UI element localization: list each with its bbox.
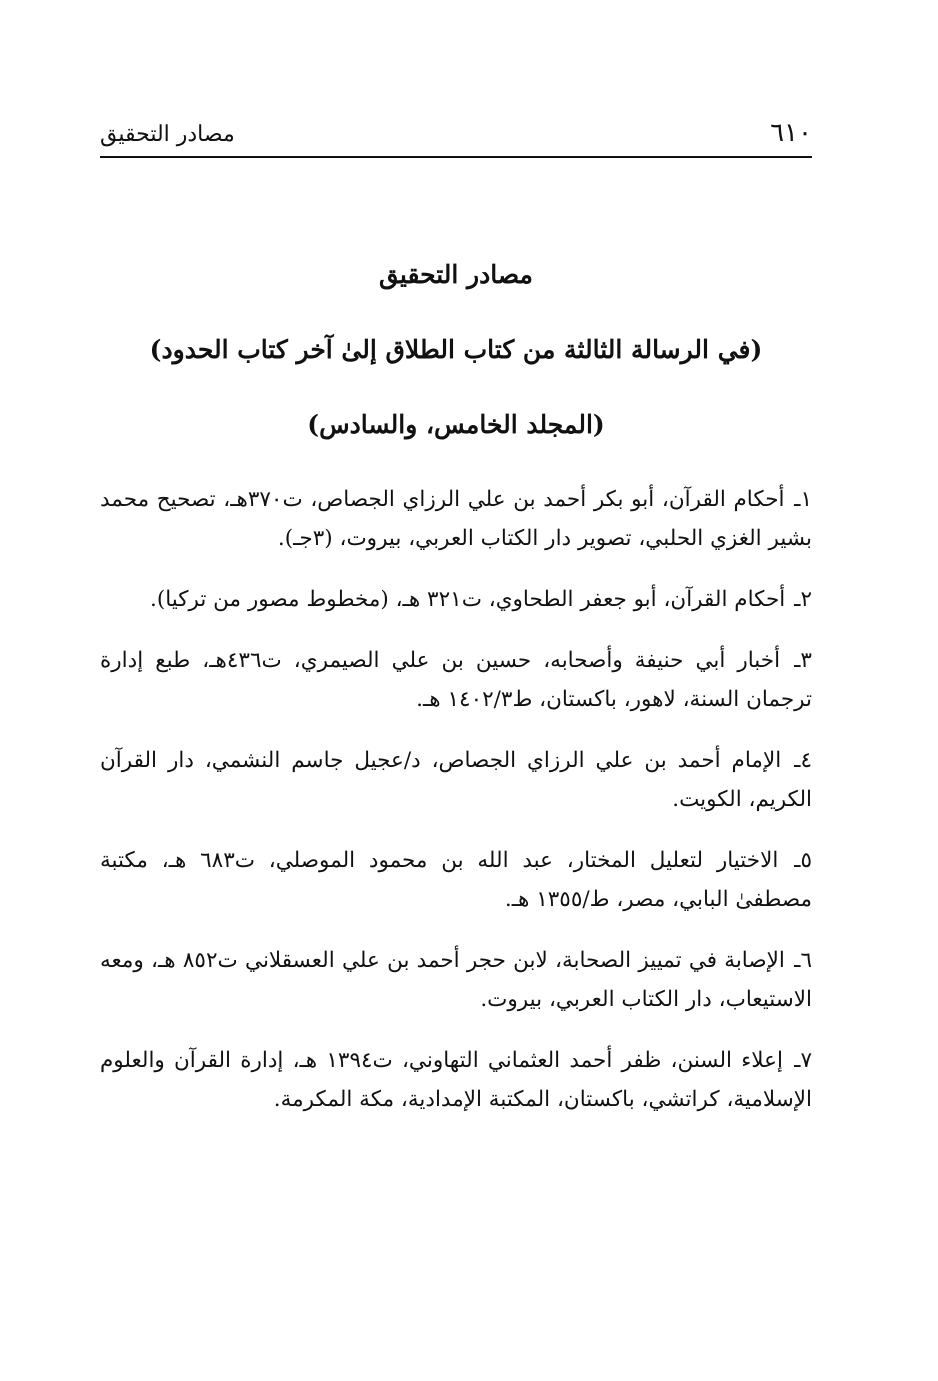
entry-text: الاختيار لتعليل المختار، عبد الله بن محمود الموصلي، ت٦٨٣ هـ، مكتبة مصطفىٰ البابي، مصر، ط/١٣٥٥ هـ. — [100, 848, 812, 912]
entry-number: ٥ـ — [794, 848, 812, 873]
bibliography-entry — [100, 641, 812, 719]
bibliography-list — [100, 480, 812, 1141]
entry-number: ٧ـ — [794, 1048, 813, 1073]
bibliography-entry — [100, 741, 812, 819]
entry-number: ٣ـ — [794, 648, 812, 673]
section-headings — [100, 255, 812, 480]
entry-text: أحكام القرآن، أبو بكر أحمد بن علي الرزاي الجصاص، ت٣٧٠هـ، تصحيح محمد بشير الغزي الحلبي، تصوير دار الكتاب العربي، بيروت، (٣جـ). — [100, 487, 812, 551]
entry-number: ٢ـ — [794, 587, 812, 612]
entry-text: إعلاء السنن، ظفر أحمد العثماني التهاوني، ت١٣٩٤ هـ، إدارة القرآن والعلوم الإسلامية، كراتشي، باكستان، المكتبة الإمدادية، مكة المكرمة. — [100, 1048, 812, 1112]
bibliography-entry — [100, 941, 812, 1019]
page-number: ٦١٠ — [770, 118, 812, 148]
entry-number: ٤ـ — [794, 748, 812, 773]
bibliography-entry — [100, 841, 812, 919]
entry-text: أحكام القرآن، أبو جعفر الطحاوي، ت٣٢١ هـ، (مخطوط مصور من تركيا). — [149, 587, 786, 612]
entry-number: ١ـ — [794, 487, 812, 512]
section-subtitle: (في الرسالة الثالثة من كتاب الطلاق إلىٰ آخر كتاب الحدود) — [149, 335, 763, 364]
entry-text: أخبار أبي حنيفة وأصحابه، حسين بن علي الصيمري، ت٤٣٦هـ، طبع إدارة ترجمان السنة، لاهور، باكستان، ط١٤٠٢/٣ هـ. — [100, 648, 812, 712]
bibliography-entry — [100, 580, 812, 619]
entry-text: الإمام أحمد بن علي الرزاي الجصاص، د/عجيل جاسم النشمي، دار القرآن الكريم، الكويت. — [100, 748, 812, 812]
running-title: مصادر التحقيق — [100, 122, 235, 147]
volume-note: (المجلد الخامس، والسادس) — [307, 410, 605, 439]
entry-number: ٦ـ — [794, 948, 812, 973]
section-title: مصادر التحقيق — [379, 260, 533, 289]
bibliography-entry — [100, 480, 812, 558]
page-header — [100, 112, 812, 158]
bibliography-entry — [100, 1041, 812, 1119]
entry-text: الإصابة في تمييز الصحابة، لابن حجر أحمد بن علي العسقلاني ت٨٥٢ هـ، ومعه الاستيعاب، دار الكتاب العربي، بيروت. — [100, 948, 812, 1012]
